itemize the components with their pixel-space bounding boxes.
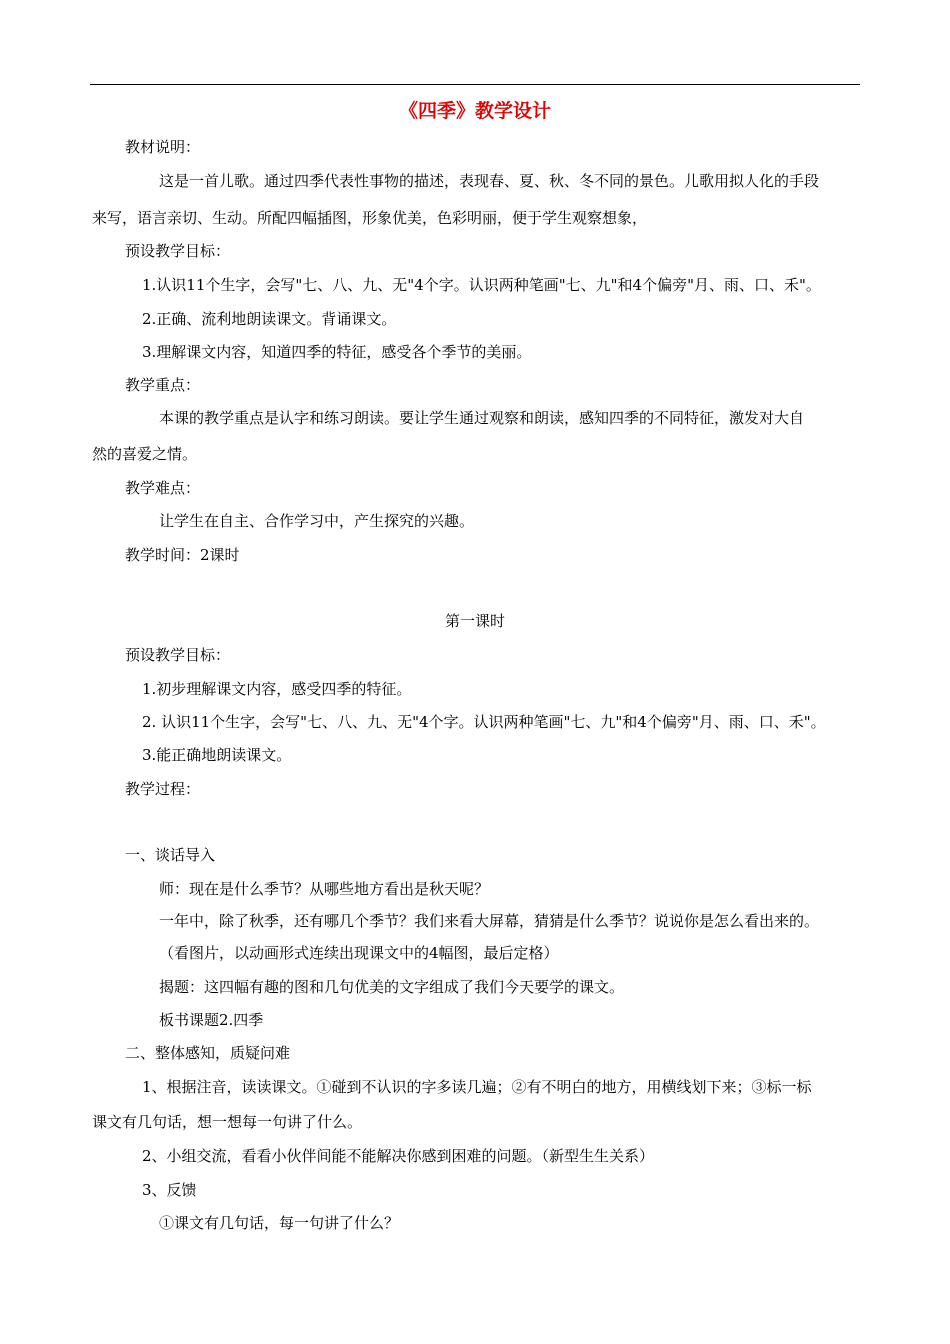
- paragraph-line: 2、小组交流，看看小伙伴间能不能解决你感到困难的问题。（新型生生关系）: [142, 1147, 655, 1165]
- paragraph-line: 揭题：这四幅有趣的图和几句优美的文字组成了我们今天要学的课文。: [159, 978, 625, 996]
- teaching-time: 教学时间：2课时: [125, 546, 240, 564]
- header-rule: [90, 84, 860, 85]
- goal-item: 2.正确、流利地朗读课文。背诵课文。: [142, 310, 397, 328]
- paragraph-line: 然的喜爱之情。: [92, 445, 198, 463]
- paragraph-line: 课文有几句话，想一想每一句讲了什么。: [92, 1113, 363, 1131]
- paragraph-line: 来写，语言亲切、生动。所配四幅插图，形象优美，色彩明丽，便于学生观察想象，: [92, 209, 648, 227]
- paragraph-line: （看图片，以动画形式连续出现课文中的4幅图，最后定格）: [159, 944, 559, 962]
- paragraph-line: 一年中，除了秋季，还有哪几个季节？我们来看大屏幕，猜猜是什么季节？说说你是怎么看出来的。: [159, 912, 820, 930]
- heading-materials: 教材说明：: [125, 138, 201, 156]
- step-heading: 二、整体感知，质疑问难: [125, 1044, 291, 1062]
- goal-item: 1.认识11个生字，会写"七、八、九、无"4个字。认识两种笔画"七、九"和4个偏旁"月、雨、口、禾"。: [142, 276, 821, 294]
- goal-item: 1.初步理解课文内容，感受四季的特征。: [142, 680, 412, 698]
- heading-key-points: 教学重点：: [125, 376, 201, 394]
- step-heading: 一、谈话导入: [125, 846, 216, 864]
- heading-process: 教学过程：: [125, 780, 201, 798]
- goal-item: 3.理解课文内容，知道四季的特征，感受各个季节的美丽。: [142, 343, 532, 361]
- paragraph-line: 板书课题2.四季: [159, 1011, 264, 1029]
- heading-goals: 预设教学目标：: [125, 242, 231, 260]
- paragraph-line: 1、根据注音，读读课文。①碰到不认识的字多读几遍；②有不明白的地方，用横线划下来；③标一标: [142, 1078, 812, 1096]
- goal-item: 3.能正确地朗读课文。: [142, 746, 292, 764]
- paragraph-line: 本课的教学重点是认字和练习朗读。要让学生通过观察和朗读，感知四季的不同特征，激发对大自: [159, 409, 805, 427]
- heading-goals: 预设教学目标：: [125, 646, 231, 664]
- paragraph-line: 让学生在自主、合作学习中，产生探究的兴趣。: [159, 512, 475, 530]
- goal-item: 2. 认识11个生字，会写"七、八、九、无"4个字。认识两种笔画"七、九"和4个偏旁"月、雨、口、禾"。: [142, 713, 826, 731]
- paragraph-line: 师：现在是什么季节？从哪些地方看出是秋天呢？: [159, 880, 490, 898]
- document-title: 《四季》教学设计: [398, 100, 551, 122]
- section-title: 第一课时: [444, 612, 505, 630]
- heading-difficulties: 教学难点：: [125, 479, 201, 497]
- paragraph-line: 3、反馈: [142, 1181, 197, 1199]
- paragraph-line: 这是一首儿歌。通过四季代表性事物的描述，表现春、夏、秋、冬不同的景色。儿歌用拟人化的手段: [159, 172, 820, 190]
- paragraph-line: ①课文有几句话，每一句讲了什么？: [159, 1214, 400, 1232]
